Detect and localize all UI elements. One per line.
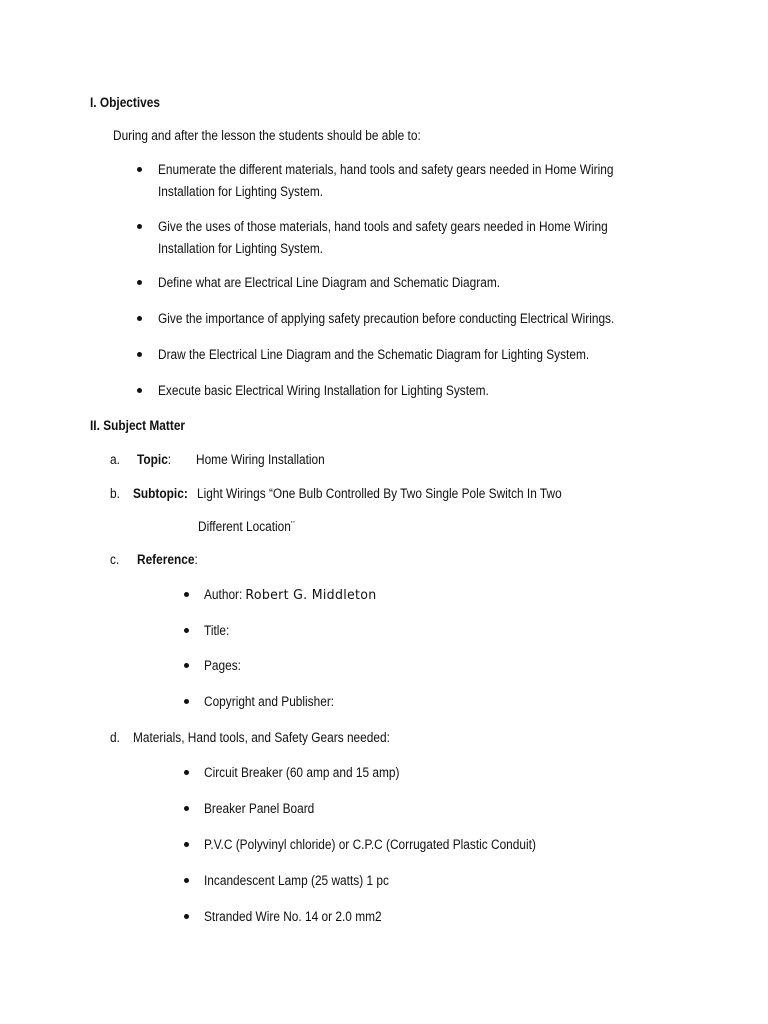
author-name: Robert G. Middleton — [245, 588, 377, 603]
bullet-icon — [184, 699, 189, 704]
reference-label: Reference: — [137, 552, 198, 567]
material-item: Breaker Panel Board — [204, 801, 315, 816]
bullet-icon — [137, 316, 142, 321]
bullet-icon — [184, 914, 189, 919]
objective-item-2-line1: Give the uses of those materials, hand tools and safety gears needed in Home Wiring — [158, 219, 608, 234]
subtopic-value-line2: Different Location¨ — [198, 519, 295, 534]
bullet-icon — [184, 842, 189, 847]
objective-item-5: Draw the Electrical Line Diagram and the Schematic Diagram for Lighting System. — [158, 347, 590, 362]
reference-author: Author: Robert G. Middleton — [204, 587, 377, 603]
subject-matter-heading: II. Subject Matter — [90, 418, 186, 433]
subtopic-label: Subtopic: — [133, 486, 188, 501]
bullet-icon — [137, 388, 142, 393]
objective-item-3: Define what are Electrical Line Diagram and Schematic Diagram. — [158, 275, 501, 290]
materials-label: Materials, Hand tools, and Safety Gears needed: — [133, 730, 390, 745]
objectives-heading: I. Objectives — [90, 95, 161, 110]
objective-item-1-line1: Enumerate the different materials, hand tools and safety gears needed in Home Wiring — [158, 162, 614, 177]
objective-item-1-line2: Installation for Lighting System. — [158, 184, 324, 199]
bullet-icon — [137, 167, 142, 172]
material-item: Circuit Breaker (60 amp and 15 amp) — [204, 765, 400, 780]
reference-pages: Pages: — [204, 658, 241, 673]
reference-marker: c. — [110, 552, 120, 567]
material-item: P.V.C (Polyvinyl chloride) or C.P.C (Corrugated Plastic Conduit) — [204, 837, 536, 852]
materials-marker: d. — [110, 730, 120, 745]
bullet-icon — [184, 663, 189, 668]
topic-label: Topic: — [137, 452, 172, 467]
topic-marker: a. — [110, 452, 120, 467]
subtopic-marker: b. — [110, 486, 120, 501]
subtopic-value-line1: Light Wirings “One Bulb Controlled By Two Single Pole Switch In Two — [197, 486, 562, 501]
bullet-icon — [184, 806, 189, 811]
material-item: Stranded Wire No. 14 or 2.0 mm2 — [204, 909, 382, 924]
objectives-intro: During and after the lesson the students should be able to: — [113, 128, 421, 143]
bullet-icon — [137, 280, 142, 285]
bullet-icon — [184, 628, 189, 633]
objective-item-6: Execute basic Electrical Wiring Installation for Lighting System. — [158, 383, 489, 398]
material-item: Incandescent Lamp (25 watts) 1 pc — [204, 873, 389, 888]
bullet-icon — [137, 352, 142, 357]
objective-item-4: Give the importance of applying safety precaution before conducting Electrical Wirings. — [158, 311, 615, 326]
reference-title: Title: — [204, 623, 230, 638]
reference-copyright: Copyright and Publisher: — [204, 694, 335, 709]
bullet-icon — [184, 592, 189, 597]
topic-value: Home Wiring Installation — [196, 452, 325, 467]
objective-item-2-line2: Installation for Lighting System. — [158, 241, 324, 256]
bullet-icon — [184, 878, 189, 883]
bullet-icon — [137, 224, 142, 229]
bullet-icon — [184, 770, 189, 775]
